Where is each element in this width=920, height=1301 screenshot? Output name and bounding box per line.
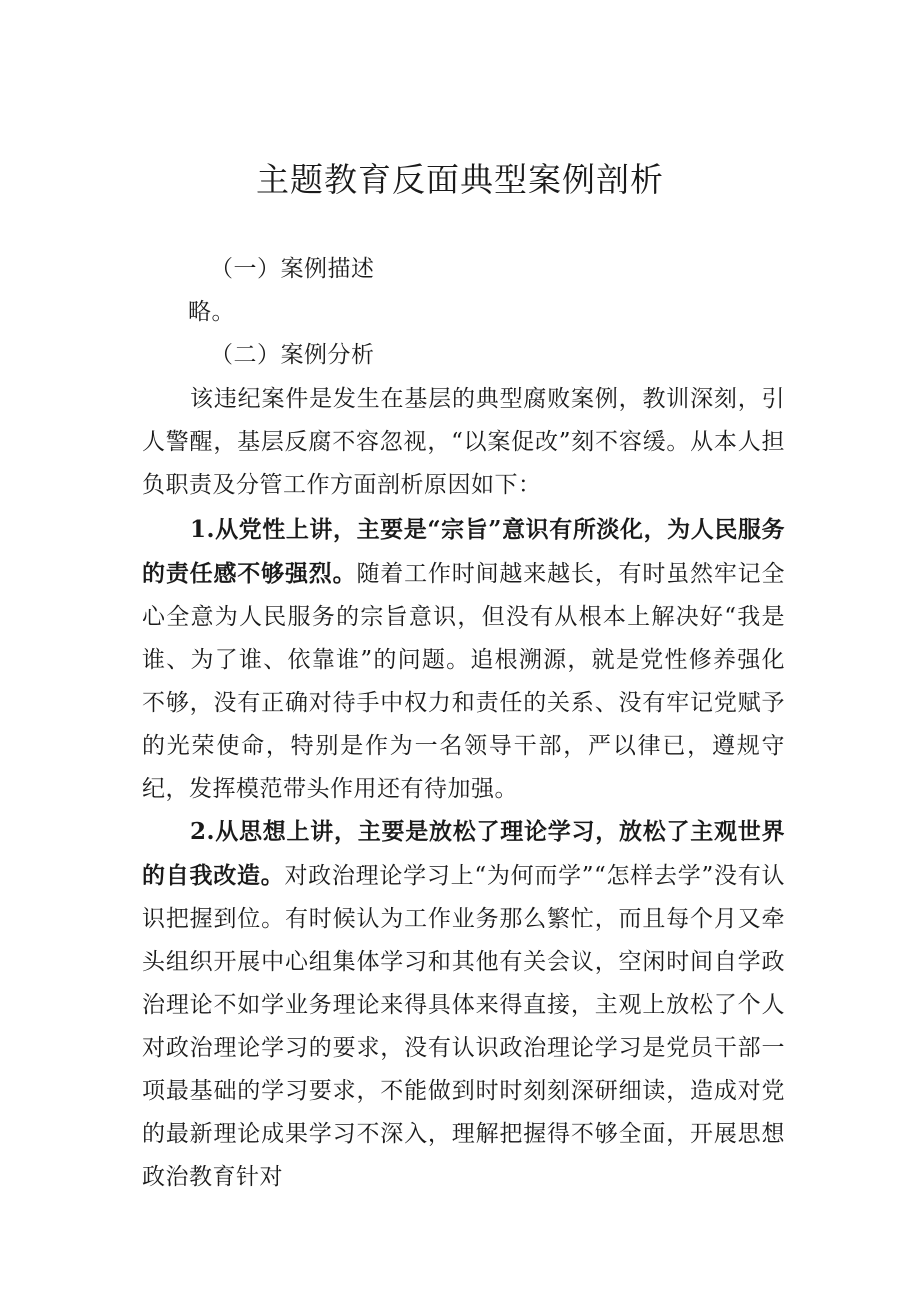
document-title: 主题教育反面典型案例剖析	[256, 160, 664, 199]
analysis-point-2	[142, 810, 785, 1199]
analysis-point-2-text: 对政治理论学习上“为何而学”“怎样去学”没有认识把握到位。有时候认为工作业务那么繁忙，而且每个月又牵头组织开展中心组集体学习和其他有关会议，空闲时间自学政治理论不如学业务理论来得具体来得直接，主观上放松了个人对政治理论学习的要求，没有认识政治理论学习是党员干部一项最基础的学习要求，不能做到时时刻刻深研细读，造成对党的最新理论成果学习不深入，理解把握得不够全面，开展思想政治教育针对	[142, 863, 785, 1190]
section-heading-case-description: （一）案例描述	[210, 256, 375, 282]
section-heading-case-analysis: （二）案例分析	[210, 342, 375, 368]
intro-paragraph: 该违纪案件是发生在基层的典型腐败案例，教训深刻，引人警醒，基层反腐不容忽视，“以案促改”刻不容缓。从本人担负职责及分管工作方面剖析原因如下：	[142, 386, 785, 498]
analysis-point-1-heading: 1.从党性上讲，主要是“宗旨”意识有所淡化，为人民服务的责任感不够强烈。	[142, 516, 785, 587]
section-text-omitted: 略。	[188, 299, 235, 325]
analysis-point-1-text: 随着工作时间越来越长，有时虽然牢记全心全意为人民服务的宗旨意识，但没有从根本上解决好“我是谁、为了谁、依靠谁”的问题。追根溯源，就是党性修养强化不够，没有正确对待手中权力和责任的关系、没有牢记党赋予的光荣使命，特别是作为一名领导干部，严以律已，遵规守纪，发挥模范带头作用还有待加强。	[142, 561, 786, 802]
analysis-point-1	[142, 508, 785, 811]
analysis-point-2-heading: 2.从思想上讲，主要是放松了理论学习，放松了主观世界的自我改造。	[142, 818, 785, 889]
